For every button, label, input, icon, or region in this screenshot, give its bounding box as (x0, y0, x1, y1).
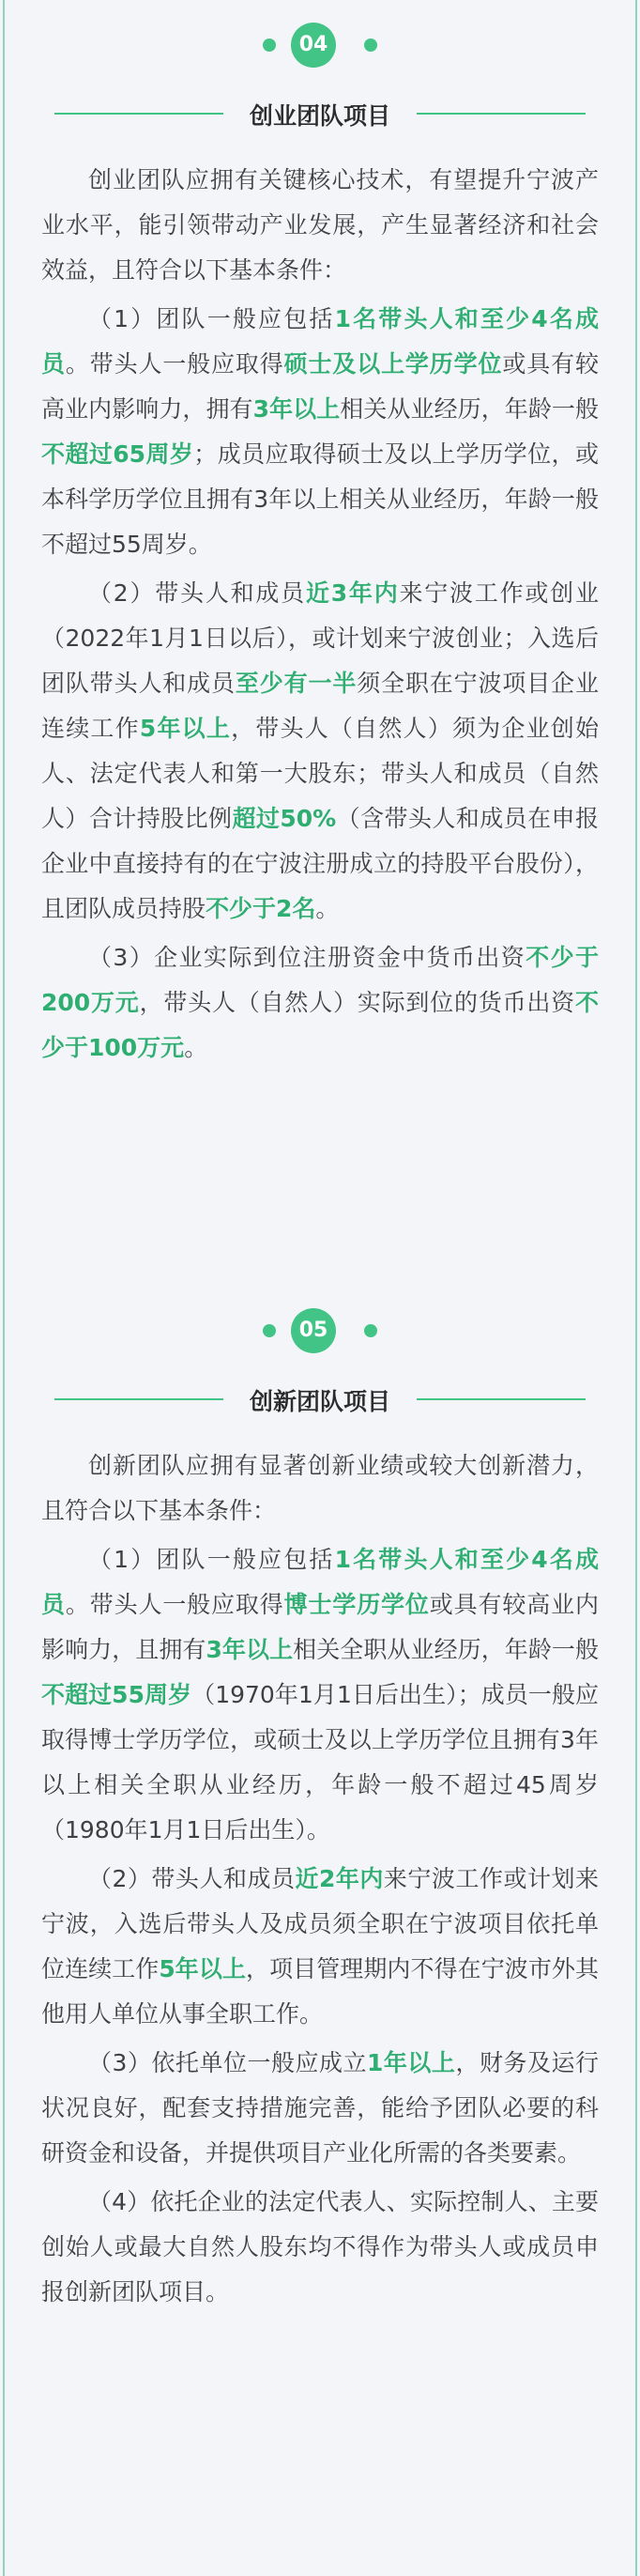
paragraph (0, 1537, 640, 1853)
body-text: 创业团队应拥有关键核心技术，有望提升宁波产业水平，能引领带动产业发展，产生显著经济和社会效益，且符合以下基本条件： (41, 166, 599, 284)
body-text: ，带头人（自然人）须为企业创始人、法定代表人和第一大股东；带头人和成员（自然人）合计持股比例 (41, 715, 599, 832)
body-text: （1970年1月1日后出生）；成员一般应取得博士学历学位，或硕士及以上学历学位且拥有3年以上相关全职从业经历，年龄一般不超过45周岁（1980年1月1日后出生）。 (41, 1681, 599, 1843)
highlighted-text: 近3年内 (305, 579, 400, 607)
paragraph (0, 1443, 640, 1534)
highlighted-text: 1年以上 (367, 2049, 456, 2076)
body-text: （4）依托企业的法定代表人、实际控制人、主要创始人或最大自然人股东均不得作为带头人或成员申报创新团队项目。 (41, 2188, 599, 2306)
title-divider-left (54, 113, 223, 115)
body-text: 相关从业经历，年龄一般 (340, 395, 599, 423)
section-title: 创新团队项目 (249, 1388, 390, 1415)
paragraph (0, 935, 640, 1071)
highlighted-text: 不超过65周岁 (41, 440, 194, 468)
body-text: （2）带头人和成员 (88, 1865, 296, 1892)
paragraph (0, 2041, 640, 2176)
body-text: 。带头人一般应取得 (65, 1591, 284, 1618)
highlighted-text: 5年以上 (159, 1955, 247, 1982)
section-badge-row (0, 23, 640, 68)
highlighted-text: 不少于100万元 (41, 989, 599, 1061)
highlighted-text: 1名带头人和至少4名成员 (41, 305, 599, 378)
highlighted-text: 超过50% (232, 805, 337, 832)
paragraph (0, 297, 640, 567)
body-text: ，财务及运行状况良好，配套支持措施完善，能给予团队必要的科研资金和设备，并提供项目产业化所需的各类要素。 (41, 2049, 599, 2167)
body-text: 。带头人一般应取得 (65, 350, 284, 378)
title-divider-left (54, 1398, 223, 1400)
body-text: （3）依托单位一般应成立 (88, 2049, 367, 2076)
section-title: 创业团队项目 (249, 102, 390, 130)
section-badge-row (0, 1308, 640, 1353)
paragraph (0, 158, 640, 293)
highlighted-text: 不少于2名 (206, 895, 316, 922)
body-text: 。 (315, 895, 340, 922)
section-body (0, 1443, 640, 2315)
title-divider-right (417, 113, 586, 115)
highlighted-text: 3年以上 (206, 1636, 294, 1663)
highlighted-text: 5年以上 (139, 715, 232, 742)
highlighted-text: 博士学历学位 (283, 1591, 430, 1618)
paragraph (0, 2180, 640, 2315)
section-number-badge: 04 (291, 23, 336, 68)
body-text: （1）团队一般应包括 (88, 305, 335, 332)
highlighted-text: 1名带头人和至少4名成员 (41, 1546, 599, 1618)
section-startup-team (0, 23, 640, 1071)
highlighted-text: 硕士及以上学历学位 (283, 350, 503, 378)
highlighted-text: 近2年内 (295, 1865, 384, 1892)
badge-dot-left (263, 39, 276, 52)
section-body (0, 158, 640, 1071)
body-text: 来宁波工作或计划来宁波，入选后带头人及成员须全职在宁波项目依托单位连续工作 (41, 1865, 599, 1982)
body-text: ，项目管理期内不得在宁波市外其他用人单位从事全职工作。 (41, 1955, 599, 2028)
body-text: ；成员应取得硕士及以上学历学位，或本科学历学位且拥有3年以上相关从业经历，年龄一般不超过55周岁。 (41, 440, 599, 558)
body-text: 须全职在宁波项目企业连续工作 (41, 670, 599, 742)
body-text: 或具有较高业内影响力，且拥有 (41, 1591, 599, 1663)
body-text: 创新团队应拥有显著创新业绩或较大创新潜力，且符合以下基本条件： (41, 1452, 599, 1524)
body-text: 来宁波工作或创业（2022年1月1日以后），或计划来宁波创业；入选后团队带头人和成员 (41, 579, 599, 697)
section-title-row (0, 1376, 640, 1423)
highlighted-text: 不超过55周岁 (41, 1681, 192, 1708)
section-innovation-team (0, 1308, 640, 2315)
badge-dot-right (364, 1324, 377, 1337)
title-divider-right (417, 1398, 586, 1400)
body-text: （2）带头人和成员 (88, 579, 306, 607)
body-text: 。 (184, 1034, 208, 1061)
section-number-badge: 05 (291, 1308, 336, 1353)
highlighted-text: 不少于200万元 (41, 944, 599, 1016)
body-text: ，带头人（自然人）实际到位的货币出资 (139, 989, 575, 1016)
highlighted-text: 3年以上 (252, 395, 341, 423)
body-text: （3）企业实际到位注册资金中货币出资 (88, 944, 526, 971)
body-text: 相关全职从业经历，年龄一般 (293, 1636, 599, 1663)
body-text: 或具有较高业内影响力，拥有 (41, 350, 599, 423)
body-text: （1）团队一般应包括 (88, 1546, 335, 1573)
body-text: （含带头人和成员在申报企业中直接持有的在宁波注册成立的持股平台股份），且团队成员持股 (41, 805, 599, 922)
highlighted-text: 至少有一半 (235, 670, 358, 697)
badge-dot-left (263, 1324, 276, 1337)
section-title-row (0, 90, 640, 137)
badge-dot-right (364, 39, 377, 52)
paragraph (0, 571, 640, 932)
paragraph (0, 1857, 640, 2037)
